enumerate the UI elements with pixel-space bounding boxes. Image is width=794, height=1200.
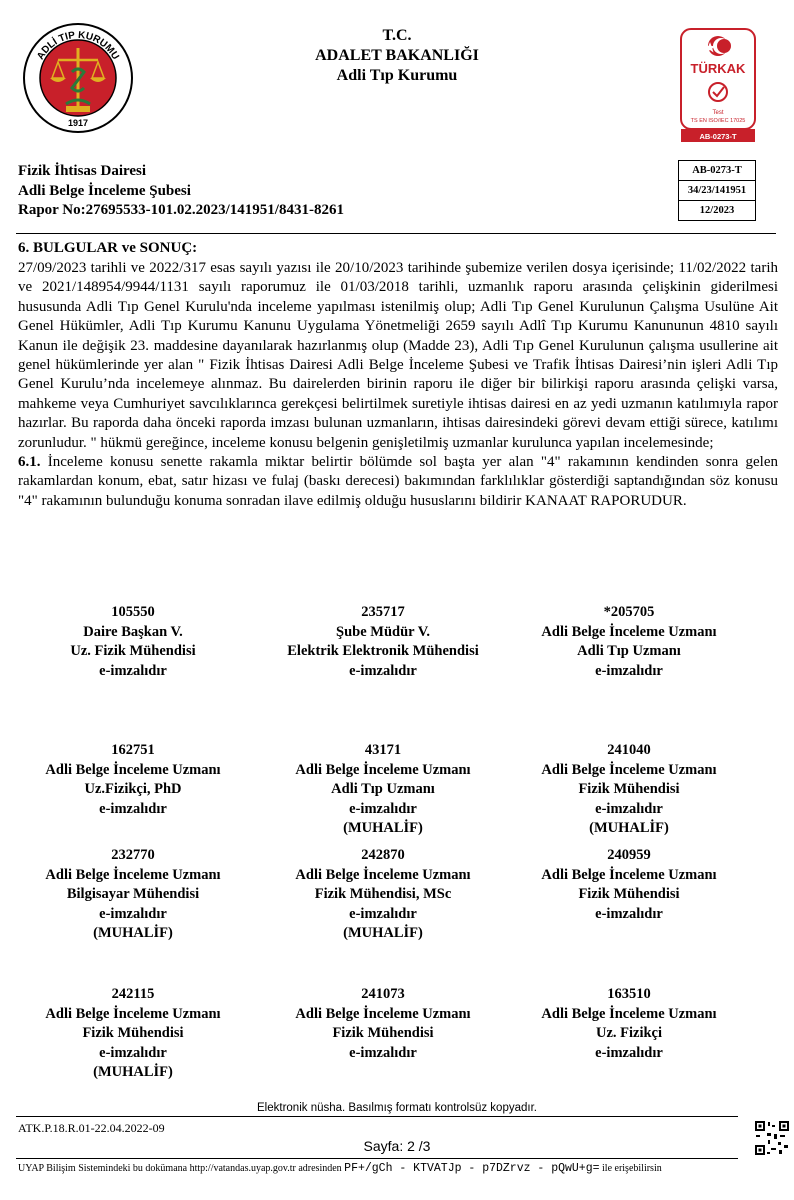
signature-block: [8, 603, 258, 681]
signatory-line: Adli Tıp Uzmanı: [577, 643, 681, 659]
turkak-brand: TÜRKAK: [690, 61, 746, 76]
signatory-id: 235717: [361, 604, 405, 620]
qr-code-icon[interactable]: [754, 1120, 790, 1156]
signature-block: [504, 741, 754, 839]
department-name: Fizik İhtisas Dairesi: [18, 163, 147, 179]
seal-ring-text: ADLİ TIP KURUMU: [35, 29, 121, 62]
signature-block: [504, 846, 754, 924]
signatory-line: Adli Belge İnceleme Uzmanı: [295, 761, 471, 778]
dissent-mark: (MUHALİF): [589, 820, 669, 836]
signatory-line: e-imzalıdır: [595, 662, 663, 679]
reference-box: [678, 160, 756, 221]
signatory-id: 43171: [364, 742, 402, 758]
uyap-prefix: UYAP Bilişim Sistemindeki bu dokümana http://vatandas.uyap.gov.tr adresinden: [18, 1163, 342, 1174]
signatory-line: Fizik Mühendisi: [578, 781, 680, 797]
signatory-id: 242870: [361, 847, 405, 863]
signatory-line: Adli Belge İnceleme Uzmanı: [45, 1005, 221, 1022]
signatory-line: Uz. Fizik Mühendisi: [70, 643, 196, 659]
page-number: Sayfa: 2 /3: [363, 1138, 431, 1154]
footer-divider-2: [16, 1158, 738, 1159]
signature-block: [258, 985, 508, 1063]
body-item: [18, 453, 778, 511]
signatory-line: Fizik Mühendisi: [332, 1025, 434, 1041]
signature-block: [8, 985, 258, 1083]
signatory-id: *205705: [603, 604, 655, 620]
signatory-line: e-imzalıdır: [595, 905, 663, 922]
signatory-line: e-imzalıdır: [349, 800, 417, 817]
turkak-accreditation-icon: [680, 28, 756, 143]
signatory-id: 162751: [111, 742, 155, 758]
footer-doc-code: ATK.P.18.R.01-22.04.2022-09: [18, 1121, 165, 1135]
signature-block: [8, 846, 258, 944]
reference-file-no: 34/23/141951: [679, 181, 755, 201]
signatory-line: e-imzalıdır: [99, 800, 167, 817]
signatory-line: e-imzalıdır: [595, 1044, 663, 1061]
signatory-line: Uz.Fizikçi, PhD: [84, 781, 182, 797]
header-divider: [16, 233, 776, 234]
signatory-line: e-imzalıdır: [349, 1044, 417, 1061]
turkak-standard: TS EN ISO/IEC 17025: [690, 118, 746, 124]
signatory-id: 240959: [607, 847, 651, 863]
signatory-line: Adli Belge İnceleme Uzmanı: [541, 623, 717, 640]
signatory-line: e-imzalıdır: [99, 905, 167, 922]
signatory-line: Adli Belge İnceleme Uzmanı: [295, 1005, 471, 1022]
signatory-line: Adli Belge İnceleme Uzmanı: [541, 866, 717, 883]
branch-name: Adli Belge İnceleme Şubesi: [18, 182, 191, 199]
signatory-line: e-imzalıdır: [349, 905, 417, 922]
dissent-mark: (MUHALİF): [343, 925, 423, 941]
signature-block: [258, 603, 508, 681]
signatory-id: 163510: [607, 986, 651, 1002]
signature-block: [8, 741, 258, 819]
section-title: 6. BULGULAR ve SONUÇ:: [18, 240, 198, 256]
signatory-id: 105550: [111, 604, 155, 620]
footer-note: Elektronik nüsha. Basılmış formatı kontrolsüz kopyadır.: [257, 1102, 537, 1114]
footer-divider: [16, 1116, 738, 1117]
signatory-line: Adli Tıp Uzmanı: [331, 781, 435, 797]
signatory-line: Adli Belge İnceleme Uzmanı: [45, 761, 221, 778]
uyap-code: PF+/gCh - KTVATJp - p7DZrvz - pQwU+g=: [344, 1162, 600, 1175]
signatory-line: Adli Belge İnceleme Uzmanı: [541, 761, 717, 778]
header-tc: T.C.: [382, 27, 412, 44]
dissent-mark: (MUHALİF): [93, 925, 173, 941]
seal-year: 1917: [67, 118, 89, 128]
signatory-line: Fizik Mühendisi, MSc: [314, 886, 452, 902]
signatory-line: Elektrik Elektronik Mühendisi: [287, 643, 479, 659]
report-number: Rapor No:27695533-101.02.2023/141951/8431-8261: [18, 202, 344, 218]
reference-date: 12/2023: [699, 205, 735, 216]
header-institute: Adli Tıp Kurumu: [336, 67, 458, 84]
signatory-line: e-imzalıdır: [99, 662, 167, 679]
signatory-line: Daire Başkan V.: [83, 623, 183, 640]
report-body: [18, 259, 778, 511]
signatory-id: 241040: [607, 742, 651, 758]
dissent-mark: (MUHALİF): [93, 1064, 173, 1080]
signature-block: [258, 741, 508, 839]
item-text: İnceleme konusu senette rakamla miktar belirtir bölümde sol başta yer alan "4" rakamının kendinden sonra gelen rakamlardan konum, ebat, satır hizası ve fulaj (baskı derecesi) bakımından farklılıklar gösterdiği saptandığından söz konusu "4" rakamının bulunduğu konuma sonradan ilave edilmiş olduğu hususlarını bildirir KANAAT RAPORUDUR.: [18, 454, 778, 509]
dissent-mark: (MUHALİF): [343, 820, 423, 836]
signature-block: [504, 603, 754, 681]
item-label: 6.1.: [18, 454, 41, 471]
uyap-suffix: ile erişebilirsin: [602, 1163, 662, 1174]
signatory-id: 232770: [111, 847, 155, 863]
signatory-line: Uz. Fizikçi: [595, 1025, 663, 1041]
signatory-line: Adli Belge İnceleme Uzmanı: [295, 866, 471, 883]
signature-block: [504, 985, 754, 1063]
signatory-line: e-imzalıdır: [99, 1044, 167, 1061]
body-paragraph: 27/09/2023 tarihli ve 2022/317 esas sayılı yazısı ile 20/10/2023 tarihinde şubemize verilen dosya içerisinde; 11/02/2022 tarih ve 2021/148954/9944/1131 sayılı raporumuz ile 01/03/2018 tarihli, uzmanlık raporu arasında çelişkinin giderilmesi hususunda Adli Tıp Genel Kurulu'nda inceleme yapılması istenilmiş olup; Adli Tıp Genel Kurulunun Çalışma Usulüne Ait Genel Hükümler, Adli Tıp Kurumu Kanunu Uygulama Yönetmeliği 2659 sayılı Adlî Tıp Kurumu Kanununun 4810 sayılı Kanun ile değişik 23. maddesine dayanılarak hazırlanmış olup (Madde 23), Adli Tıp Genel Kurulunun çalışma usullerine ait genel hükümlerinde yer alan " Fizik İhtisas Dairesi Adli Belge İnceleme Şubesi ve Trafik İhtisas Dairesi’nin işleri Adli Tıp Genel Kurulu’nda incelemeye alınmaz. Bu dairelerden birinin raporu ile diğer bir bilirkişi raporu arasında çelişki varsa, mahkeme veya Cumhuriyet savcılıklarınca gerekçesi belirtilmek suretiyle ihtisas dairesi en az yedi uzmanın katılımıyla rapor hazırlar. Bu raporda daha önceki raporda imzası bulunan uzmanların, ihtisas dairesindeki görevi devam ettiği sürece, katılımı zorunludur. " hükmü gereğince, inceleme konusu belgenin genişletilmiş uzmanlar kurulunca yapılan incelemesinde;: [18, 260, 778, 451]
signatory-line: Fizik Mühendisi: [82, 1025, 184, 1041]
uyap-access-line: [18, 1162, 662, 1175]
reference-accreditation: AB-0273-T: [679, 161, 755, 181]
turkak-code: AB-0273-T: [699, 132, 737, 141]
signatory-line: e-imzalıdır: [349, 662, 417, 679]
signatory-line: e-imzalıdır: [595, 800, 663, 817]
signatory-line: Adli Belge İnceleme Uzmanı: [45, 866, 221, 883]
signature-block: [258, 846, 508, 944]
signatory-line: Fizik Mühendisi: [578, 886, 680, 902]
document-header: [0, 26, 794, 86]
signatory-line: Bilgisayar Mühendisi: [66, 886, 200, 902]
header-ministry: ADALET BAKANLIĞI: [315, 47, 479, 64]
signatory-id: 241073: [361, 986, 405, 1002]
signatory-line: Şube Müdür V.: [336, 623, 430, 640]
signatory-line: Adli Belge İnceleme Uzmanı: [541, 1005, 717, 1022]
turkak-test: Test: [712, 110, 724, 116]
department-block: [18, 162, 344, 221]
signatory-id: 242115: [111, 986, 155, 1002]
